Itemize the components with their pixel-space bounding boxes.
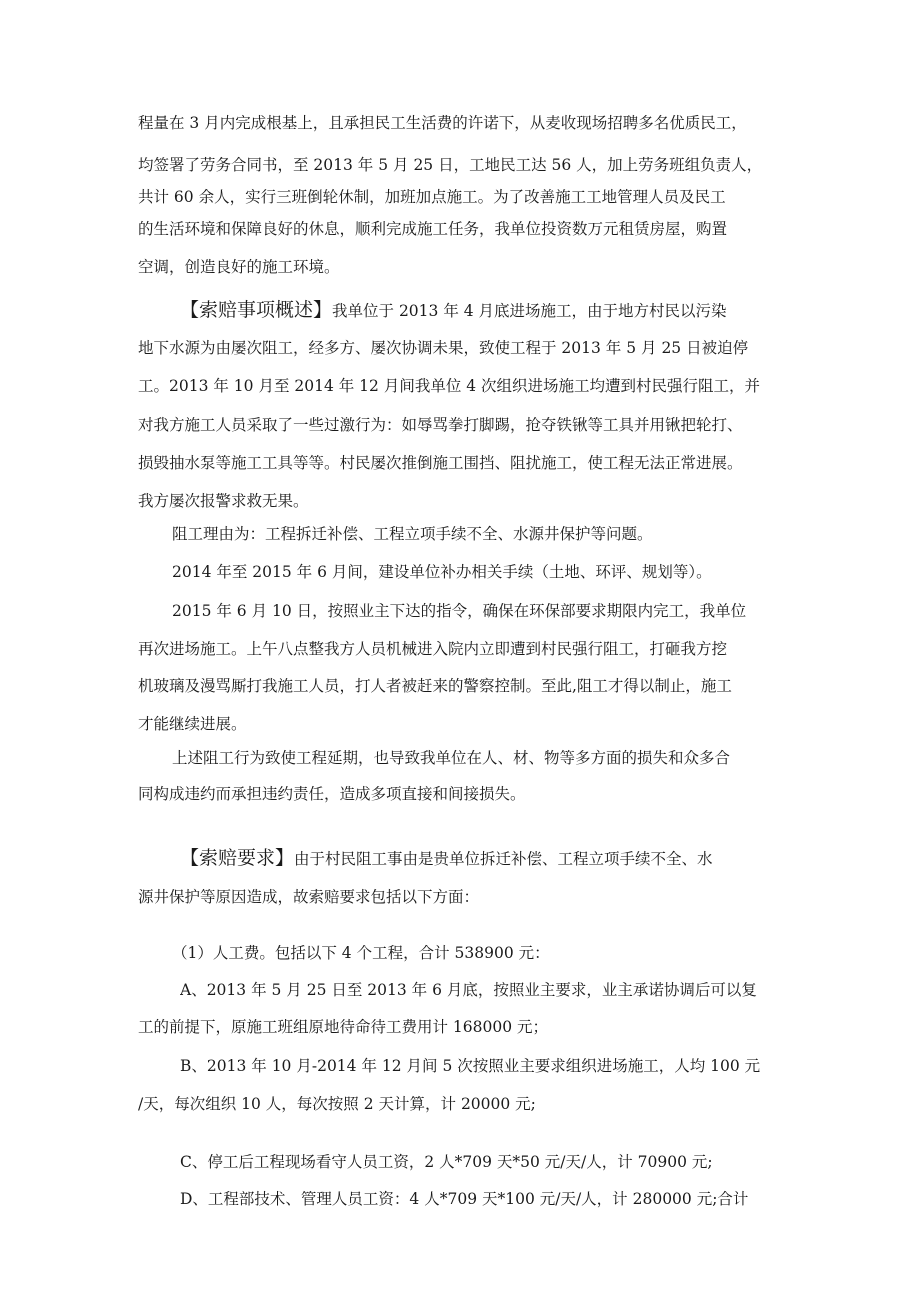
summary-heading-line [180, 298, 810, 323]
text-line: 上述阻工行为致使工程延期，也导致我单位在人、材、物等多方面的损失和众多合 [172, 749, 731, 767]
text-span: 由于村民阻工事由是贵单位拆迁补偿、工程立项手续不全、水 [294, 850, 713, 868]
text-line: 工的前提下，原施工班组原地待命待工费用计 168000 元； [138, 1018, 549, 1036]
section-heading-demand: 【索赔要求】 [180, 847, 295, 869]
text-line: 空调，创造良好的施工环境。 [138, 258, 340, 276]
section-heading-summary: 【索赔事项概述】 [180, 299, 333, 321]
text-line: C、停工后工程现场看守人员工资，2 人*709 天*50 元/天/人，计 70900 元; [180, 1153, 713, 1171]
text-line: （1）人工费。包括以下 4 个工程，合计 538900 元： [172, 944, 550, 962]
text-line: 均签署了劳务合同书，至 2013 年 5 月 25 日，工地民工达 56 人，加上劳务班组负责人， [138, 156, 763, 174]
text-line: 程量在 3 月内完成根基上，且承担民工生活费的许诺下，从麦收现场招聘多名优质民工， [138, 114, 747, 132]
text-line: B、2013 年 10 月-2014 年 12 月间 5 次按照业主要求组织进场施工，人均 100 元 [180, 1057, 761, 1075]
text-line: 阻工理由为：工程拆迁补偿、工程立项手续不全、水源井保护等问题。 [172, 525, 653, 543]
demand-heading-line [180, 846, 810, 871]
text-span: 我单位于 2013 年 4 月底进场施工，由于地方村民以污染 [332, 302, 727, 320]
text-line: D、工程部技术、管理人员工资：4 人*709 天*100 元/天/人，计 280000 元;合计 [180, 1190, 749, 1208]
text-line: 地下水源为由屡次阻工，经多方、屡次协调未果，致使工程于 2013 年 5 月 25 日被迫停 [138, 339, 749, 357]
text-line: 2015 年 6 月 10 日，按照业主下达的指令，确保在环保部要求期限内完工，我单位 [172, 602, 747, 620]
text-line: 的生活环境和保障良好的休息，顺利完成施工任务，我单位投资数万元租赁房屋，购置 [138, 220, 728, 238]
text-line: 再次进场施工。上午八点整我方人员机械进入院内立即遭到村民强行阻工，打砸我方挖 [138, 640, 728, 658]
text-line: 机玻璃及漫骂厮打我施工人员，打人者被赶来的警察控制。至此,阻工才得以制止，施工 [138, 677, 732, 695]
text-line: 才能继续进展。 [138, 715, 247, 733]
text-line: 我方屡次报警求救无果。 [138, 492, 309, 510]
text-line: 源井保护等原因造成，故索赔要求包括以下方面： [138, 888, 480, 906]
text-line: 对我方施工人员采取了一些过激行为：如辱骂拳打脚踢，抢夺铁锹等工具并用锹把轮打、 [138, 416, 743, 434]
text-line: /天，每次组织 10 人，每次按照 2 天计算，计 20000 元; [138, 1095, 536, 1113]
text-line: 2014 年至 2015 年 6 月间，建设单位补办相关手续（土地、环评、规划等）。 [172, 563, 712, 581]
text-line: 工。2013 年 10 月至 2014 年 12 月间我单位 4 次组织进场施工均遭到村民强行阻工，并 [138, 377, 761, 395]
text-line: 同构成违约而承担违约责任，造成多项直接和间接损失。 [138, 785, 526, 803]
text-line: 共计 60 余人，实行三班倒轮休制，加班加点施工。为了改善施工工地管理人员及民工 [138, 188, 726, 206]
text-line: 损毁抽水泵等施工工具等等。村民屡次推倒施工围挡、阻扰施工，使工程无法正常进展。 [138, 454, 743, 472]
text-line: A、2013 年 5 月 25 日至 2013 年 6 月底，按照业主要求，业主承诺协调后可以复 [180, 981, 757, 999]
